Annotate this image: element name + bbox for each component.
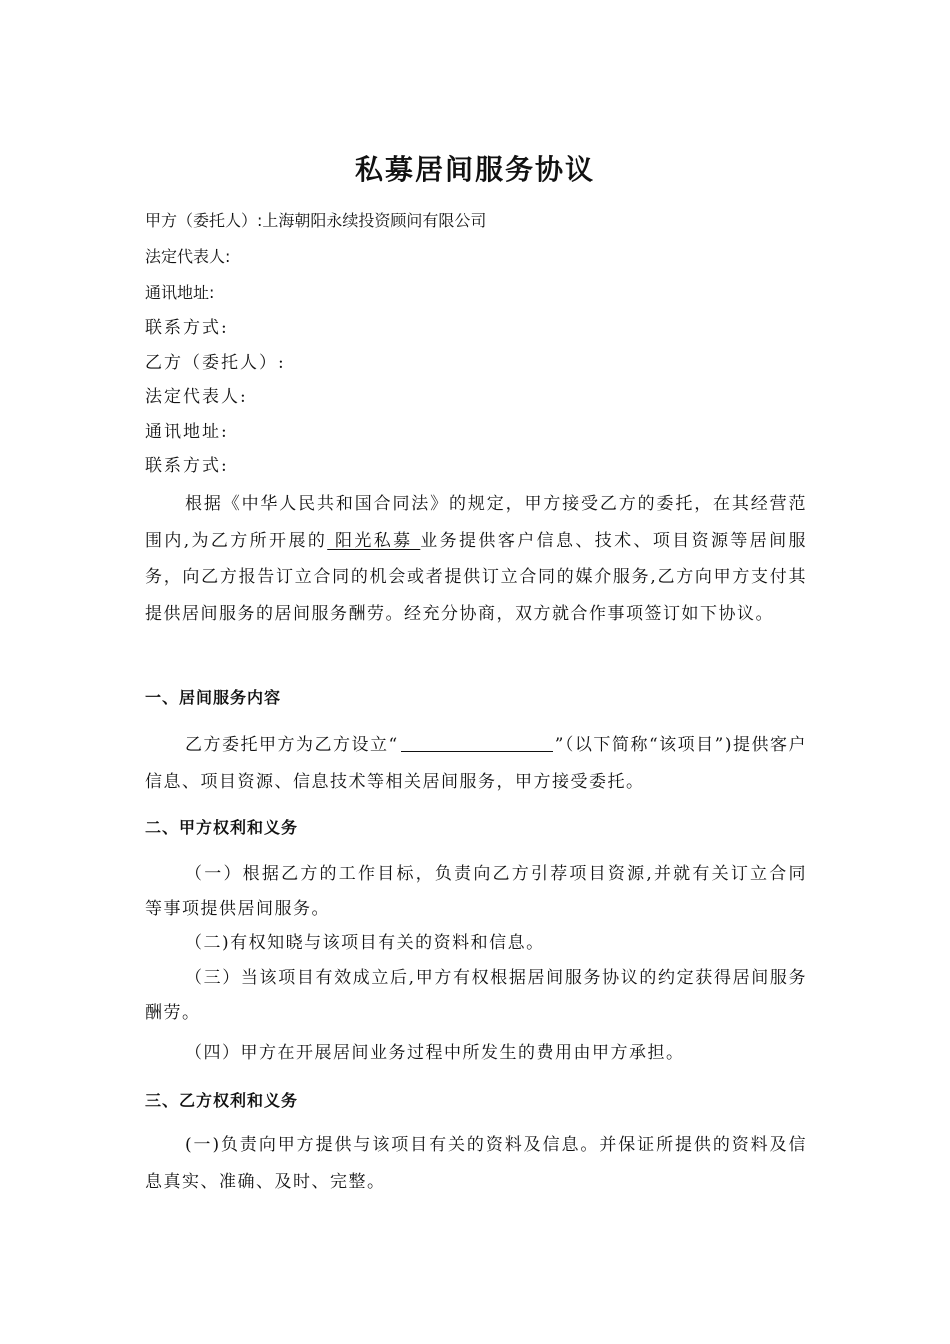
section-3-heading: 三、乙方权利和义务: [145, 1091, 299, 1110]
party-b-legal-rep: 法定代表人:: [145, 387, 248, 407]
project-name-blank: [401, 735, 553, 752]
party-a-label: 甲方（委托人）:: [145, 211, 263, 230]
section-2-item-2: （二)有权知晓与该项目有关的资料和信息。: [185, 933, 545, 953]
party-b-label: 乙方（委托人）:: [145, 353, 286, 373]
section-1-text-start: 乙方委托甲方为乙方设立“: [185, 735, 399, 755]
party-a-line: [145, 210, 810, 232]
party-b-contact: 联系方式:: [145, 456, 229, 476]
party-a-name: 上海朝阳永续投资顾问有限公司: [262, 211, 487, 230]
document-title: 私募居间服务协议: [354, 153, 595, 186]
preamble-text-start: 根据《中华人民共和国合同法》的规定，甲方接受乙方的委托，在其经营范围内,为乙方所开展的: [145, 494, 807, 551]
section-2-item-1: （一）根据乙方的工作目标，负责向乙方引荐项目资源,并就有关订立合同 等事项提供居间服务。: [145, 864, 807, 919]
section-1-heading: 一、居间服务内容: [145, 688, 282, 707]
party-a-legal-rep: 法定代表人:: [145, 247, 231, 266]
preamble-paragraph: [145, 486, 807, 632]
business-type-underlined: 阳光私募: [327, 530, 421, 551]
party-a-contact: 联系方式:: [145, 318, 229, 338]
section-1-paragraph: [145, 727, 807, 800]
section-2-heading: 二、甲方权利和义务: [145, 818, 299, 837]
party-a-address: 通讯地址:: [145, 283, 215, 302]
section-2-item-3: （三）当该项目有效成立后,甲方有权根据居间服务协议的约定获得居间服务酬劳。: [145, 968, 807, 1023]
party-b-address: 通讯地址:: [145, 422, 229, 442]
section-2-item-4: （四）甲方在开展居间业务过程中所发生的费用由甲方承担。: [185, 1043, 685, 1063]
section-1-text-end: ”（以下简称“该项目”)提供客户信息、项目资源、信息技术等相关居间服务，甲方接受委托。: [145, 735, 807, 792]
preamble-text-end: 业务提供客户信息、技术、项目资源等居间服务，向乙方报告订立合同的机会或者提供订立合同的媒介服务,乙方向甲方支付其提供居间服务的居间服务酬劳。经充分协商，双方就合作事项签订如下协议。: [145, 530, 808, 624]
section-3-item-1: (一)负责向甲方提供与该项目有关的资料及信息。并保证所提供的资料及信息真实、准确、及时、完整。: [145, 1135, 807, 1192]
